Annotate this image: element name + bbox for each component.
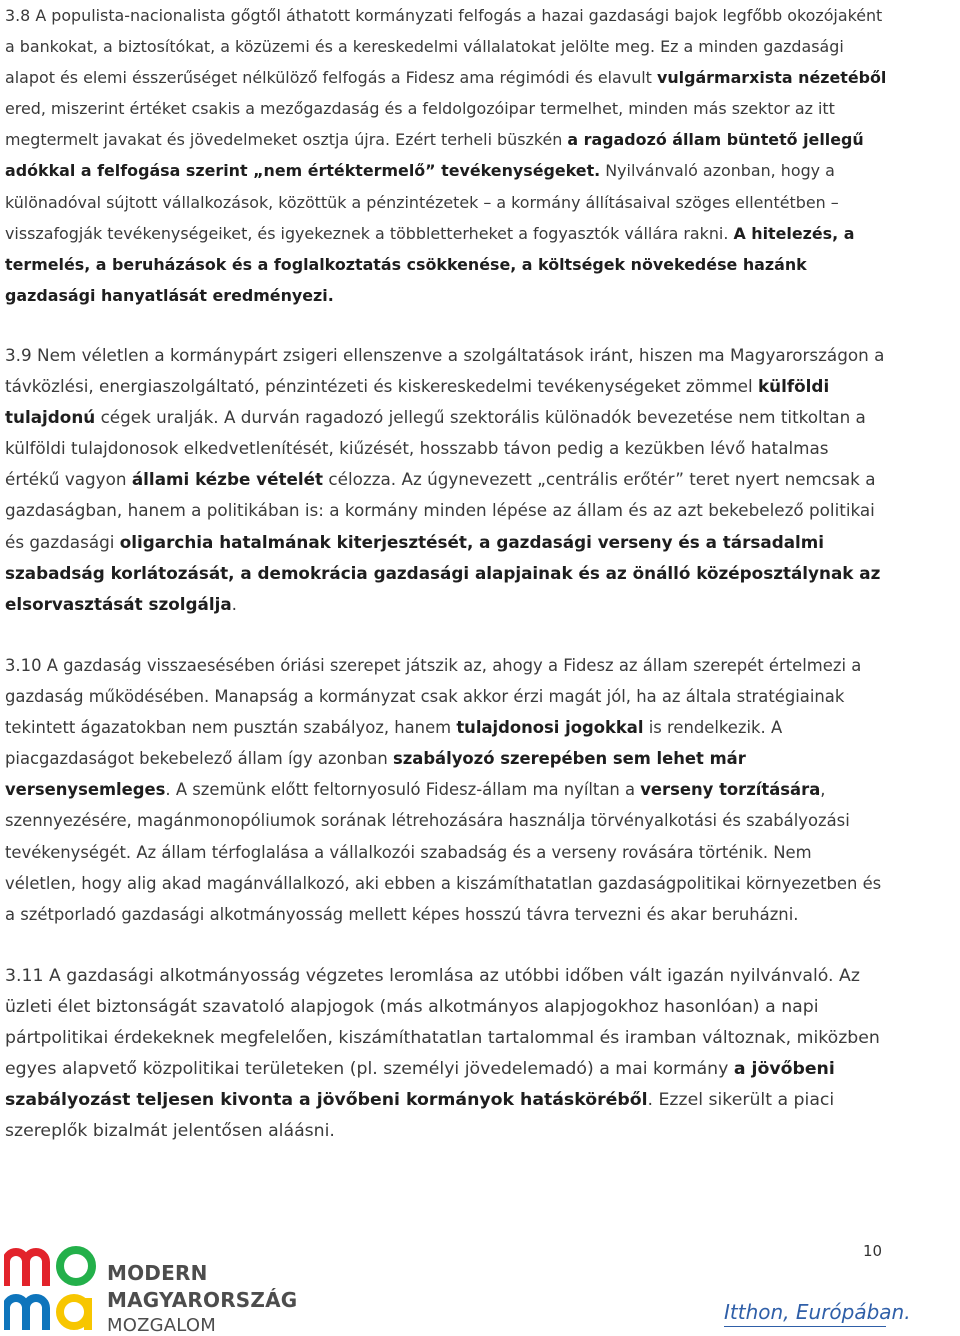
text-run: 3.11 A gazdasági alkotmányosság végzetes leromlása az utóbbi időben vált igazán nyilvánvaló. Az üzleti élet biztonságát szavatoló alapjogok (más alkotmányos alapjogokhoz hasonlóan) a napi pártpolitikai érdekeknek megfelelően, kiszámíthatatlan tartalommal és iramban változnak, miközben egyes alapvető közpolitikai területeken (pl. személyi jövedelemadó) a mai kormány: [5, 966, 880, 1080]
bold-run: verseny torzítására: [640, 780, 821, 800]
paragraph-3-8: [5, 0, 887, 311]
text-run: 3.10 A gazdaság visszaesésében óriási szerepet játszik az, ahogy a Fidesz az állam szerepét értelmezi a gazdaság működésében. Manapság a kormányzat csak akkor érzi magát jól, ha az általa stratégiainak tekintett ágazatokban nem pusztán szabályoz, hanem: [5, 656, 862, 738]
logo-text-magyarorszag: MAGYARORSZÁG: [107, 1288, 298, 1312]
mmm-logo: [4, 1240, 298, 1336]
text-run: .: [231, 593, 238, 614]
slogan-underline: [724, 1326, 886, 1327]
bold-run: tulajdonosi jogokkal: [456, 718, 644, 738]
text-run: 3.9 Nem véletlen a kormánypárt zsigeri ellenszenve a szolgáltatások iránt, hiszen ma Magyarországon a távközlési, energiaszolgáltató, pénzintézeti és kiskereskedelmi tevékenységeket zömmel: [5, 345, 885, 397]
text-run: . A szemünk előtt feltornyosuló Fidesz-állam ma nyíltan a: [165, 780, 641, 800]
text-run: is rendelkezik. A piacgazdaságot bekebelező állam így azonban: [5, 718, 783, 769]
bold-run: állami kézbe vételét: [131, 469, 324, 490]
bold-run: vulgármarxista nézetéből: [656, 68, 887, 88]
mmm-logo-mark: [4, 1244, 100, 1334]
text-run: , szennyezésére, magánmonopóliumok sorának létrehozására használja törvényalkotási és szabályozási tevékenységét. Az állam térfoglalása a vállalkozói szabadság és a verseny rovására történik. Nem véletlen, hogy alig akad magánvállalkozó, aki ebben a kiszámíthatatlan gazdaságpolitikai környezetben és a szétporladó gazdasági alkotmányosság mellett képes hosszú távra tervezni és akar beruházni.: [5, 780, 882, 924]
text-run: Nyilvánvaló azonban, hogy a különadóval sújtott vállalkozások, közöttük a pénzintézetek – a kormány állításaival szöges ellentétben – visszafogják tevékenységeiket, és igyekeznek a többletterheket a fogyasztók vállára rakni.: [5, 161, 839, 243]
logo-text-modern: MODERN: [107, 1261, 208, 1285]
bold-run: A hitelezés, a termelés, a beruházások és a foglalkoztatás csökkenése, a költségek növekedése hazánk gazdasági hanyatlását eredményezi.: [5, 223, 855, 305]
text-run: . Ezzel sikerült a piaci szereplők bizalmát jelentősen aláásni.: [5, 1090, 835, 1142]
bold-run: oligarchia hatalmának kiterjesztését, a gazdasági verseny és a társadalmi szabadság korlátozását, a demokrácia gazdasági alapjainak és az önálló középosztálynak az elsorvasztását szolgálja: [5, 531, 881, 614]
bold-run: szabályozó szerepében sem lehet már versenysemleges: [5, 749, 746, 800]
text-run: ered, miszerint értéket csakis a mezőgazdaság és a feldolgozóipar termelhet, minden más szektor az itt megtermelt javakat és jövedelmeket osztja újra. Ezért terheli büszkén: [5, 99, 835, 150]
paragraph-3-10: [5, 650, 887, 930]
slogan: Itthon, Európában.: [724, 1300, 911, 1324]
paragraph-3-11: [5, 961, 887, 1148]
text-run: cégek uralják. A durván ragadozó jellegű szektorális különadók bevezetése nem titkoltan a külföldi tulajdonosok elkedvetlenítését, kiűzését, hosszabb távon pedig a kezükben lévő hatalmas értékű vagyon: [5, 407, 866, 490]
logo-text-mozgalom: MOZGALOM: [107, 1315, 216, 1336]
text-run: célozza. Az úgynevezett „centrális erőtér” teret nyert nemcsak a gazdaságban, hanem a politikában is: a kormány minden lépése az állam és az azt bekebelező politikai és gazdasági: [5, 469, 876, 552]
page-number: 10: [863, 1242, 883, 1260]
text-run: 3.8 A populista-nacionalista gőgtől áthatott kormányzati felfogás a hazai gazdasági bajok legfőbb okozójaként a bankokat, a biztosítókat, a közüzemi és a kereskedelmi vállalatokat jelölte meg. Ez a minden gazdasági alapot és elemi ésszerűséget nélkülöző felfogás a Fidesz ama régimódi és elavult: [5, 6, 883, 88]
paragraph-3-9: [5, 340, 887, 620]
bold-run: külföldi tulajdonú: [5, 376, 830, 428]
bold-run: a ragadozó állam büntető jellegű adókkal a felfogása szerint „nem értéktermelő” tevékenységeket.: [5, 130, 864, 181]
bold-run: a jövőbeni szabályozást teljesen kivonta a jövőbeni kormányok hatásköréből: [5, 1059, 835, 1111]
